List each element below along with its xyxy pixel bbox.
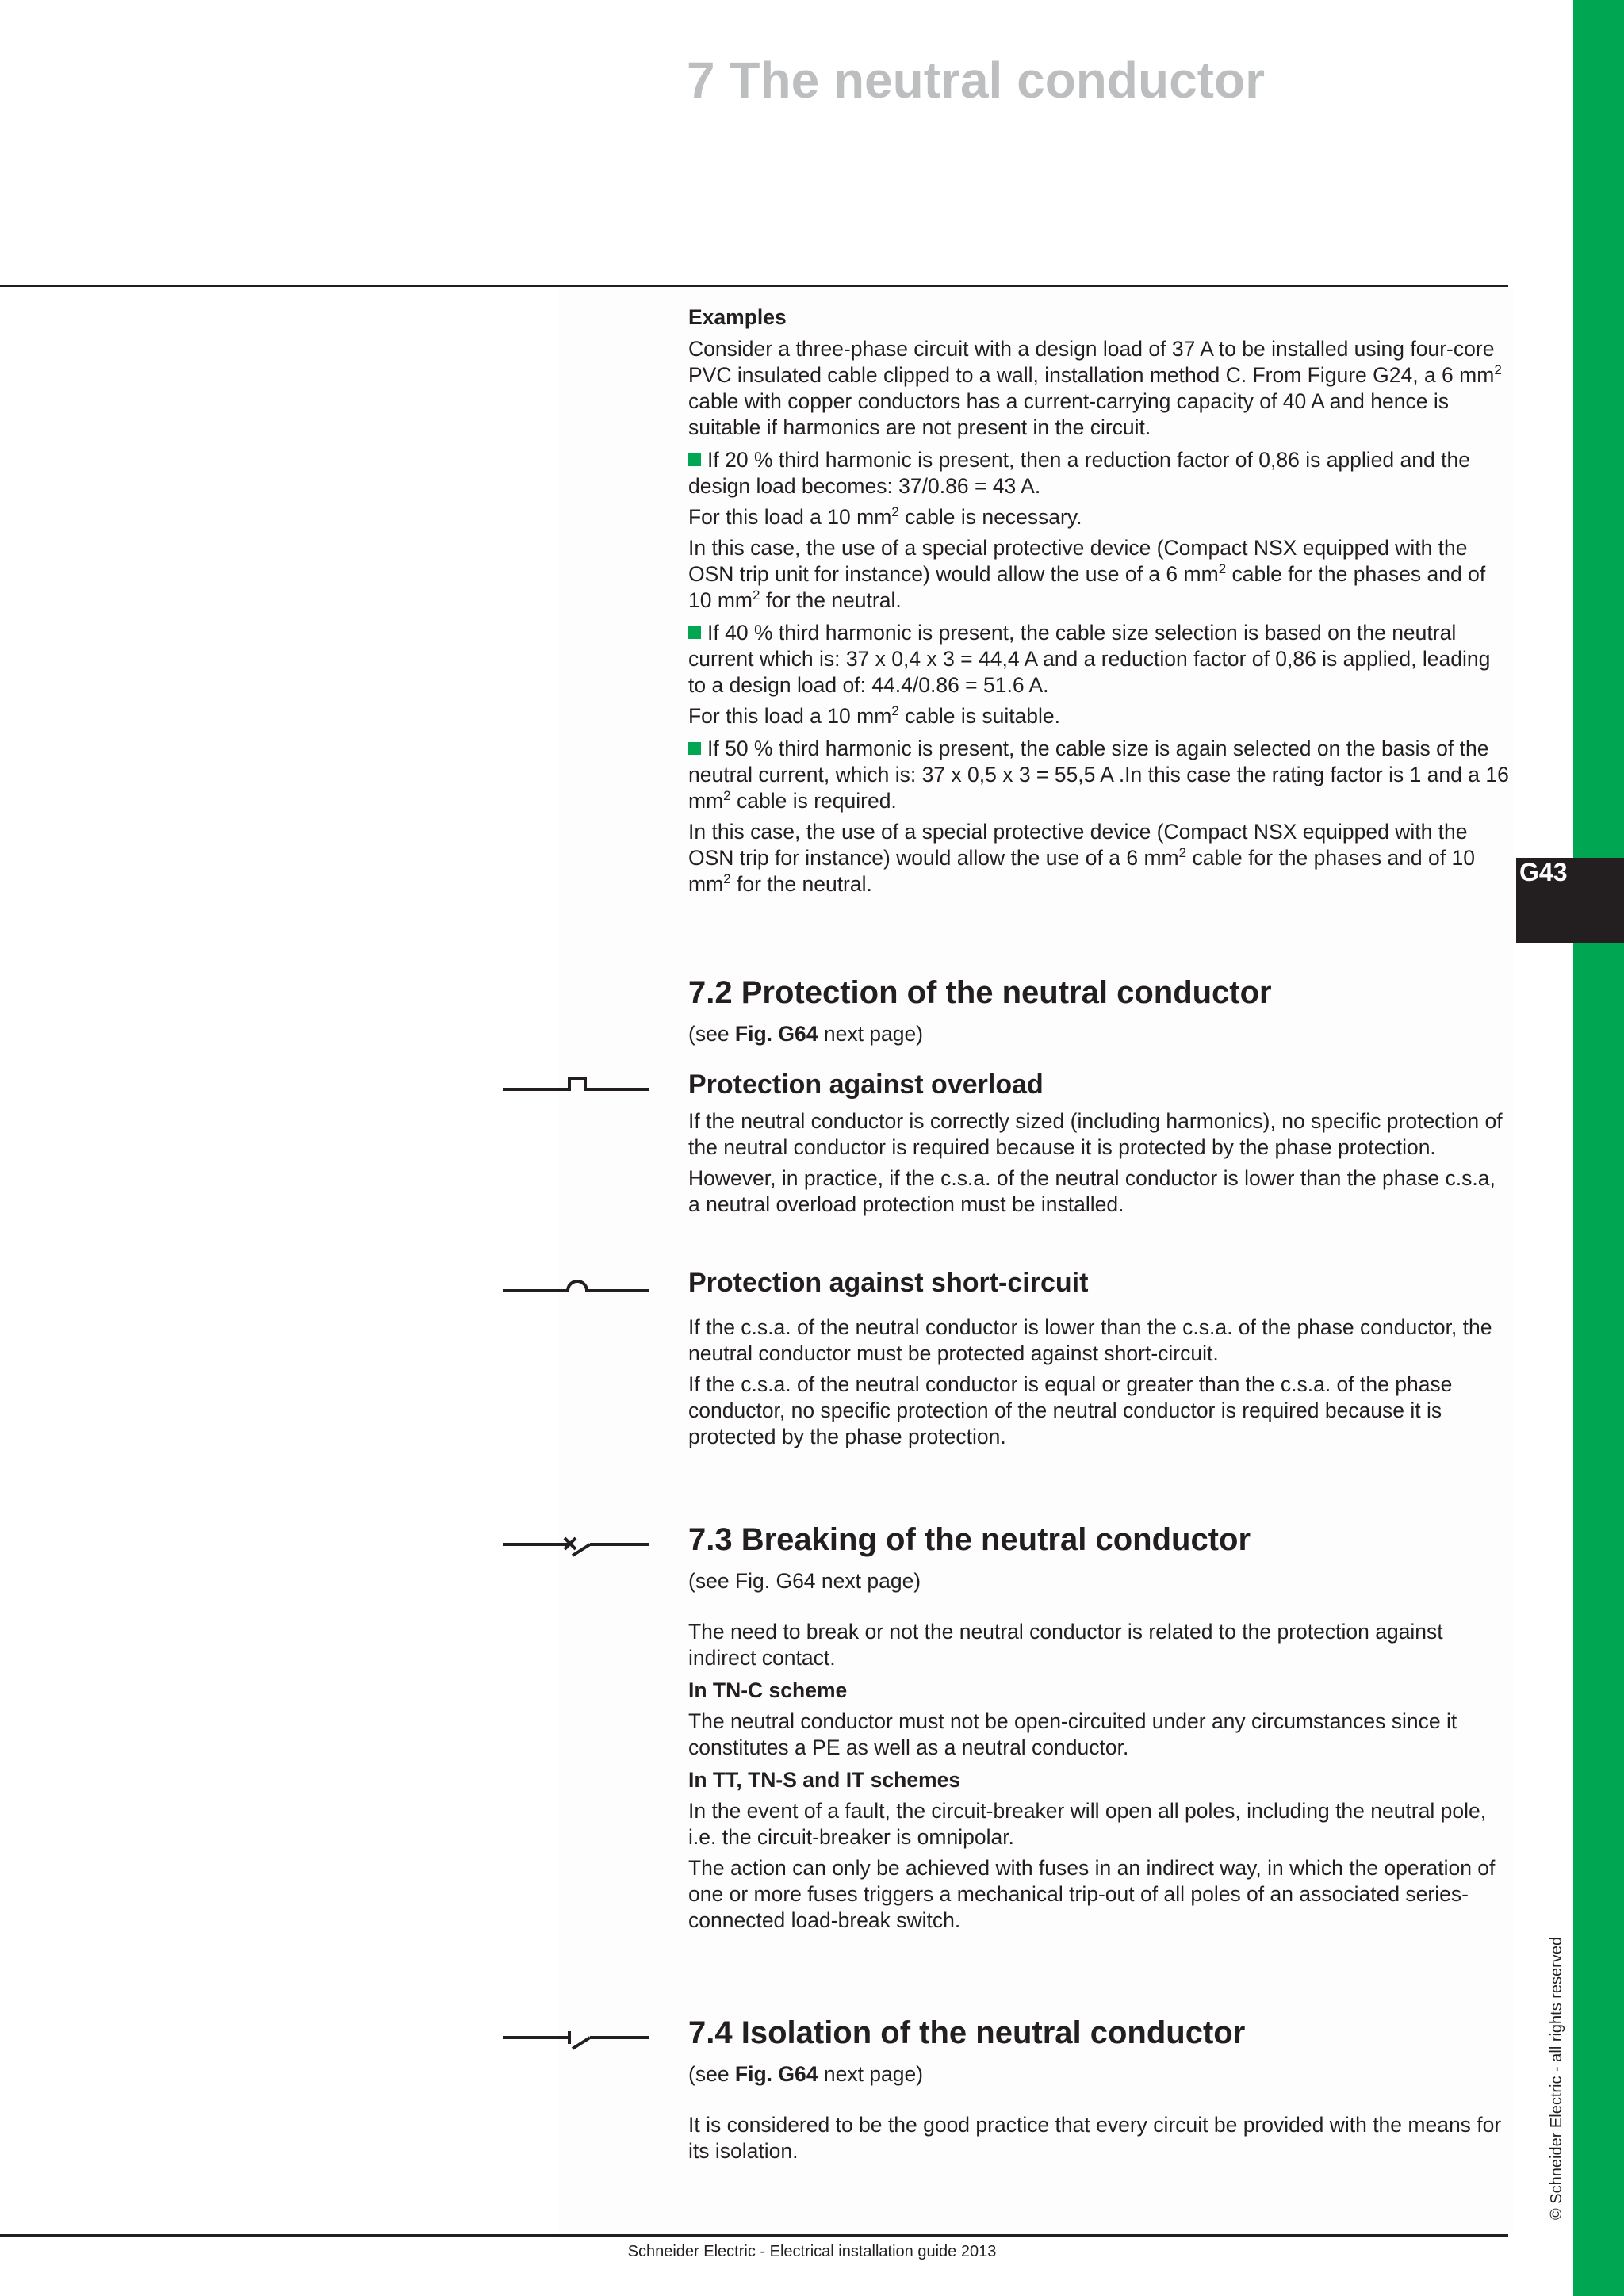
bullet-square-icon xyxy=(688,742,701,755)
short-circuit-title: Protection against short-circuit xyxy=(688,1268,1089,1298)
tt-paragraph-1: In the event of a fault, the circuit-breaker will open all poles, including the neutral pole, i.e. the circuit-breaker is omnipolar. xyxy=(688,1799,1487,1849)
footer-rule xyxy=(0,2234,1508,2237)
copyright-notice: © Schneider Electric - all rights reserved xyxy=(1548,1936,1565,2220)
side-color-bar xyxy=(1573,0,1624,2296)
case-40-percent: If 40 % third harmonic is present, the cable size selection is based on the neutral current which is: 37 x 0,4 x 3 = 44,4 A and a reduction factor of 0,86 is applied, leading to a design load of: 44.4/0.86 = 51.6 A. xyxy=(688,621,1491,697)
short-circuit-paragraph-2: If the c.s.a. of the neutral conductor is equal or greater than the c.s.a. of the phase conductor, no specific protection of the neutral conductor is required because it is protected by the phase protection. xyxy=(688,1372,1453,1448)
page-number-tab xyxy=(1516,858,1624,943)
overload-title: Protection against overload xyxy=(688,1070,1044,1100)
magnetic-protection-symbol-icon xyxy=(500,1272,650,1303)
page-number: G43 xyxy=(1519,858,1568,886)
case-50-device: In this case, the use of a special protective device (Compact NSX equipped with the OSN trip for instance) would allow the use of a 6 $mm^2$ cable for the phases and of 10 $mm^2$ for the neutral. xyxy=(688,820,1475,896)
section-7-3-title: 7.3 Breaking of the neutral conductor xyxy=(688,1522,1251,1557)
overload-paragraph-1: If the neutral conductor is correctly sized (including harmonics), no specific protection of the neutral conductor is required because it is protected by the phase protection. xyxy=(688,1109,1503,1159)
short-circuit-body xyxy=(688,1314,1510,1455)
header-rule xyxy=(0,285,1508,287)
examples-intro: Consider a three-phase circuit with a design load of 37 A to be installed using four-core PVC insulated cable clipped to a wall, installation method C. From Figure G24, a 6 $mm^2$ cable with copper conductors has a current-carrying capacity of 40 A and hence is suitable if harmonics are not present in the circuit. xyxy=(688,337,1502,439)
section-7-3-see-ref: (see Fig. G64 next page) xyxy=(688,1569,921,1593)
tn-c-heading: In TN-C scheme xyxy=(688,1678,848,1702)
tn-c-text: The neutral conductor must not be open-circuited under any circumstances since it constitutes a PE as well as a neutral conductor. xyxy=(688,1709,1457,1759)
chapter-title: 7 The neutral conductor xyxy=(687,52,1265,109)
bullet-square-icon xyxy=(688,626,701,639)
tt-paragraph-2: The action can only be achieved with fuses in an indirect way, in which the operation of one or more fuses triggers a mechanical trip-out of all poles of an associated series-connected load-break switch. xyxy=(688,1856,1496,1932)
section-7-4-title: 7.4 Isolation of the neutral conductor xyxy=(688,2015,1246,2050)
thermal-protection-symbol-icon xyxy=(500,1072,650,1104)
examples-block xyxy=(688,303,1510,902)
section-7-2-title: 7.2 Protection of the neutral conductor xyxy=(688,975,1272,1010)
isolation-text: It is considered to be the good practice that every circuit be provided with the means for its isolation. xyxy=(688,2113,1502,2163)
section-7-2-see-ref: (see Fig. G64 next page) xyxy=(688,1022,924,1046)
case-20-percent: If 20 % third harmonic is present, then a reduction factor of 0,86 is applied and the design load becomes: 37/0.86 = 43 A. xyxy=(688,448,1470,498)
overload-body xyxy=(688,1108,1510,1223)
overload-paragraph-2: However, in practice, if the c.s.a. of the neutral conductor is lower than the phase c.s.a, a neutral overload protection must be installed. xyxy=(688,1166,1496,1216)
breaking-intro: The need to break or not the neutral conductor is related to the protection against indirect contact. xyxy=(688,1620,1443,1670)
section-7-4-body xyxy=(688,2112,1510,2169)
tt-tn-s-it-heading: In TT, TN-S and IT schemes xyxy=(688,1768,961,1792)
isolator-symbol-icon xyxy=(500,2022,650,2053)
case-50-percent: If 50 % third harmonic is present, the cable size is again selected on the basis of the neutral current, which is: 37 x 0,5 x 3 = 55,5 A .In this case the rating factor is 1 and a 16 $mm^2$ cable is required. xyxy=(688,737,1509,813)
bullet-square-icon xyxy=(688,453,701,466)
footer-text: Schneider Electric - Electrical installation guide 2013 xyxy=(627,2243,997,2260)
case-20-load: For this load a 10 $mm^2$ cable is necessary. xyxy=(688,504,1082,529)
short-circuit-paragraph-1: If the c.s.a. of the neutral conductor is lower than the c.s.a. of the phase conductor, the neutral conductor must be protected against short-circuit. xyxy=(688,1315,1492,1365)
examples-heading: Examples xyxy=(688,305,787,329)
circuit-breaker-symbol-icon xyxy=(500,1529,650,1560)
section-7-3-body xyxy=(688,1619,1510,1938)
case-20-device: In this case, the use of a special protective device (Compact NSX equipped with the OSN trip unit for instance) would allow the use of a 6 $mm^2$ cable for the phases and of 10 $mm^2$ for the neutral. xyxy=(688,536,1486,612)
case-40-load: For this load a 10 $mm^2$ cable is suitable. xyxy=(688,703,1061,728)
section-7-4-see-ref: (see Fig. G64 next page) xyxy=(688,2062,924,2086)
